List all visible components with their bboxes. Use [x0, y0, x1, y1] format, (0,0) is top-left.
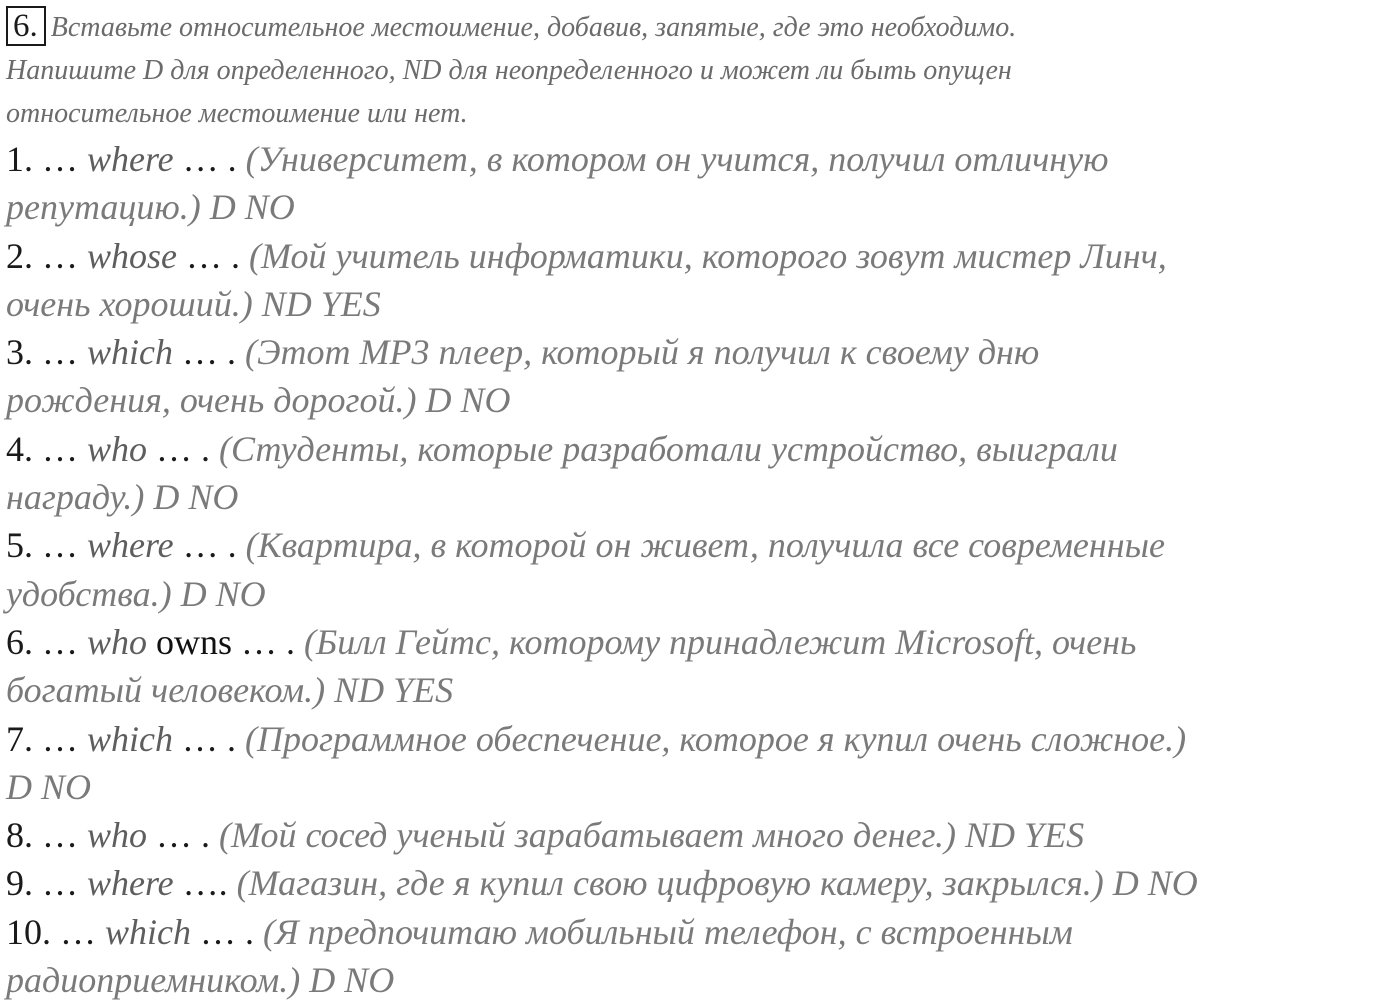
answer-item — [6, 135, 1396, 232]
relative-pronoun: whose — [87, 235, 177, 276]
answer-line — [6, 859, 1396, 907]
answer-number: 7. — [6, 718, 33, 759]
answer-line — [6, 328, 1396, 376]
answer-number: 4. — [6, 428, 33, 469]
relative-pronoun: who — [87, 815, 148, 856]
ellipsis: … . — [147, 815, 220, 856]
inserted-word: owns — [147, 621, 233, 662]
answer-item — [6, 232, 1396, 329]
answer-number: 5. — [6, 525, 33, 566]
ellipsis: … — [33, 718, 87, 759]
relative-pronoun: where — [87, 139, 174, 179]
instruction-line: Напишите D для определенного, ND для неопределенного и может ли быть опущен — [6, 55, 1012, 86]
answer-continuation: награду.) D NO — [6, 477, 239, 518]
ellipsis: … . — [147, 428, 220, 469]
answer-line — [6, 618, 1396, 666]
ellipsis: … — [33, 815, 87, 856]
answer-item — [6, 618, 1396, 715]
ellipsis: … — [33, 428, 87, 469]
ellipsis: …. — [173, 863, 237, 904]
answer-line — [6, 521, 1396, 569]
translation-text: (Университет, в котором он учится, получил отличную — [245, 139, 1109, 179]
answer-line — [6, 811, 1396, 859]
exercise-header — [6, 6, 1396, 49]
relative-pronoun: who — [87, 621, 148, 662]
relative-pronoun: which — [105, 911, 191, 952]
answer-continuation: радиоприемником.) D NO — [6, 960, 395, 1001]
instruction-line-row — [6, 92, 1396, 135]
answer-continuation: рождения, очень дорогой.) D NO — [6, 380, 511, 421]
ellipsis: … . — [173, 525, 246, 566]
answer-number: 2. — [6, 235, 33, 276]
answer-number: 10. — [6, 911, 51, 952]
answer-line — [6, 715, 1396, 763]
answer-number: 9. — [6, 863, 33, 904]
answer-number: 8. — [6, 815, 33, 856]
ellipsis: … . — [232, 621, 305, 662]
exercise-page — [6, 6, 1396, 1004]
answer-item — [6, 811, 1396, 859]
translation-text: (Я предпочитаю мобильный телефон, с встроенным — [263, 911, 1073, 952]
answer-continuation: богатый человеком.) ND YES — [6, 670, 454, 711]
answer-line — [6, 908, 1396, 956]
ellipsis: … — [51, 911, 105, 952]
translation-text: (Программное обеспечение, которое я купил очень сложное.) — [245, 718, 1187, 759]
ellipsis: … — [33, 525, 87, 566]
answer-item — [6, 521, 1396, 618]
ellipsis: … — [33, 863, 87, 904]
ellipsis: … — [33, 621, 87, 662]
translation-text: (Квартира, в которой он живет, получила все современные — [245, 525, 1165, 566]
translation-text: (Этот МР3 плеер, который я получил к своему дню — [245, 332, 1040, 373]
answer-line — [6, 425, 1396, 473]
ellipsis: … — [33, 139, 87, 179]
ellipsis: … — [33, 235, 87, 276]
ellipsis: … . — [177, 235, 249, 276]
answer-list — [6, 135, 1396, 1004]
relative-pronoun: which — [87, 332, 173, 373]
translation-text: (Магазин, где я купил свою цифровую камеру, закрылся.) D NO — [236, 863, 1198, 904]
instruction-line-row — [6, 49, 1396, 92]
translation-text: (Студенты, которые разработали устройство, выиграли — [219, 428, 1118, 469]
ellipsis: … . — [173, 332, 245, 373]
answer-item — [6, 328, 1396, 425]
translation-text: (Мой сосед ученый зарабатывает много денег.) ND YES — [219, 815, 1085, 856]
relative-pronoun: who — [87, 428, 148, 469]
translation-text: (Билл Гейтс, которому принадлежит Microsoft, очень — [304, 621, 1137, 662]
answer-item — [6, 859, 1396, 907]
answer-continuation: репутацию.) D NO — [6, 187, 295, 228]
relative-pronoun: where — [87, 525, 174, 566]
answer-continuation: удобства.) D NO — [6, 573, 266, 614]
answer-item — [6, 425, 1396, 522]
answer-number: 6. — [6, 621, 33, 662]
ellipsis: … . — [173, 139, 246, 179]
ellipsis: … — [33, 332, 87, 373]
relative-pronoun: where — [87, 863, 174, 904]
relative-pronoun: which — [87, 718, 173, 759]
exercise-number-box: 6. — [6, 6, 46, 46]
answer-number: 1. — [6, 139, 33, 179]
ellipsis: … . — [191, 911, 263, 952]
answer-continuation: D NO — [6, 766, 92, 807]
answer-line — [6, 232, 1396, 280]
answer-continuation: очень хороший.) ND YES — [6, 283, 381, 324]
ellipsis: … . — [173, 718, 245, 759]
answer-number: 3. — [6, 332, 33, 373]
translation-text: (Мой учитель информатики, которого зовут мистер Линч, — [249, 235, 1167, 276]
answer-line — [6, 135, 1396, 183]
answer-item — [6, 715, 1396, 812]
instruction-line: относительное местоимение или нет. — [6, 98, 468, 129]
instruction-line: Вставьте относительное местоимение, добавив, запятые, где это необходимо. — [50, 12, 1017, 43]
answer-item — [6, 908, 1396, 1004]
